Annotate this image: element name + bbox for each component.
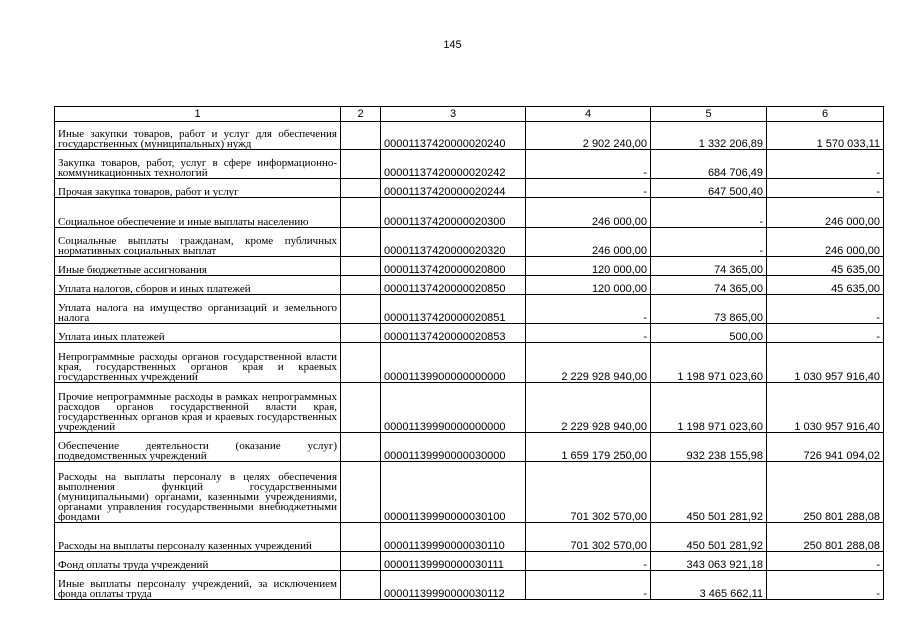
column-header: 3 [381,107,526,122]
column-2-cell [341,198,381,228]
amount-col4: 120 000,00 [526,276,651,295]
column-2-cell [341,433,381,462]
budget-code: 00001139900000000000 [381,343,526,383]
budget-table [54,106,884,600]
expense-name: Иные выплаты персоналу учреждений, за исключением фонда оплаты труда [55,571,341,600]
column-2-cell [341,228,381,257]
expense-name: Уплата налогов, сборов и иных платежей [55,276,341,295]
amount-col5: 343 063 921,18 [651,552,767,571]
budget-code: 00001137420000020244 [381,179,526,198]
amount-col4: 120 000,00 [526,257,651,276]
table-row [55,324,884,343]
table-row [55,276,884,295]
budget-code: 00001139990000000000 [381,383,526,433]
column-2-cell [341,383,381,433]
amount-col5: 647 500,40 [651,179,767,198]
amount-col6: - [767,179,884,198]
expense-name: Уплата иных платежей [55,324,341,343]
budget-code: 00001137420000020320 [381,228,526,257]
budget-code: 00001137420000020853 [381,324,526,343]
amount-col5: 74 365,00 [651,276,767,295]
column-2-cell [341,343,381,383]
amount-col5: 74 365,00 [651,257,767,276]
table-row [55,257,884,276]
header-row [55,107,884,122]
expense-name: Расходы на выплаты персоналу в целях обеспечения выполнения функций государственными (муниципальными) органами, казенными учреждениями, органами управления государственными внебюджетными фондами [55,462,341,523]
amount-col5: 1 332 206,89 [651,122,767,150]
budget-code: 00001137420000020242 [381,150,526,179]
column-2-cell [341,523,381,552]
expense-name: Расходы на выплаты персоналу казенных учреждений [55,523,341,552]
table-row [55,198,884,228]
amount-col5: 1 198 971 023,60 [651,343,767,383]
amount-col4: 701 302 570,00 [526,523,651,552]
table-row [55,383,884,433]
column-2-cell [341,571,381,600]
column-2-cell [341,552,381,571]
table-row [55,122,884,150]
amount-col5: 450 501 281,92 [651,523,767,552]
amount-col6: 1 030 957 916,40 [767,343,884,383]
column-header: 4 [526,107,651,122]
amount-col5: 450 501 281,92 [651,462,767,523]
amount-col4: 246 000,00 [526,198,651,228]
amount-col4: 246 000,00 [526,228,651,257]
budget-code: 00001139990000030111 [381,552,526,571]
amount-col5: 684 706,49 [651,150,767,179]
column-header: 6 [767,107,884,122]
column-header: 5 [651,107,767,122]
column-2-cell [341,150,381,179]
expense-name: Социальное обеспечение и иные выплаты населению [55,198,341,228]
amount-col4: - [526,552,651,571]
table-row [55,343,884,383]
amount-col6: 246 000,00 [767,198,884,228]
amount-col5: 1 198 971 023,60 [651,383,767,433]
column-2-cell [341,276,381,295]
expense-name: Фонд оплаты труда учреждений [55,552,341,571]
amount-col6: 45 635,00 [767,257,884,276]
budget-code: 00001137420000020851 [381,295,526,324]
expense-name: Уплата налога на имущество организаций и земельного налога [55,295,341,324]
expense-name: Прочая закупка товаров, работ и услуг [55,179,341,198]
table-row [55,552,884,571]
amount-col6: - [767,324,884,343]
expense-name: Непрограммные расходы органов государственной власти края, государственных органов края и краевых государственных учреждений [55,343,341,383]
amount-col4: 701 302 570,00 [526,462,651,523]
page-number: 145 [443,39,462,51]
amount-col5: 932 238 155,98 [651,433,767,462]
table-row [55,150,884,179]
column-2-cell [341,462,381,523]
amount-col4: - [526,324,651,343]
table-row [55,571,884,600]
amount-col6: - [767,150,884,179]
amount-col6: - [767,295,884,324]
budget-code: 00001139990000030100 [381,462,526,523]
expense-name: Обеспечение деятельности (оказание услуг) подведомственных учреждений [55,433,341,462]
amount-col4: 2 229 928 940,00 [526,383,651,433]
amount-col4: 1 659 179 250,00 [526,433,651,462]
amount-col6: 1 570 033,11 [767,122,884,150]
table-row [55,228,884,257]
amount-col6: 726 941 094,02 [767,433,884,462]
amount-col5: - [651,198,767,228]
budget-code: 00001137420000020850 [381,276,526,295]
amount-col6: 246 000,00 [767,228,884,257]
budget-code: 00001137420000020800 [381,257,526,276]
column-2-cell [341,257,381,276]
column-2-cell [341,179,381,198]
column-2-cell [341,324,381,343]
budget-code: 00001139990000030112 [381,571,526,600]
table-row [55,523,884,552]
table-row [55,179,884,198]
budget-code: 00001137420000020240 [381,122,526,150]
amount-col6: 250 801 288,08 [767,462,884,523]
amount-col4: 2 229 928 940,00 [526,343,651,383]
amount-col5: 3 465 662,11 [651,571,767,600]
column-header: 1 [55,107,341,122]
amount-col6: 45 635,00 [767,276,884,295]
budget-code: 00001137420000020300 [381,198,526,228]
expense-name: Иные закупки товаров, работ и услуг для обеспечения государственных (муниципальных) нужд [55,122,341,150]
budget-code: 00001139990000030000 [381,433,526,462]
column-2-cell [341,295,381,324]
amount-col4: - [526,295,651,324]
amount-col6: 1 030 957 916,40 [767,383,884,433]
amount-col4: - [526,150,651,179]
amount-col4: 2 902 240,00 [526,122,651,150]
expense-name: Закупка товаров, работ, услуг в сфере информационно-коммуникационных технологий [55,150,341,179]
amount-col6: - [767,552,884,571]
table-row [55,462,884,523]
budget-code: 00001139990000030110 [381,523,526,552]
expense-name: Прочие непрограммные расходы в рамках непрограммных расходов органов государственной власти края, государственных органов края и краевых государственных учреждений [55,383,341,433]
amount-col5: 73 865,00 [651,295,767,324]
amount-col5: - [651,228,767,257]
expense-name: Иные бюджетные ассигнования [55,257,341,276]
amount-col5: 500,00 [651,324,767,343]
column-header: 2 [341,107,381,122]
amount-col4: - [526,571,651,600]
amount-col6: 250 801 288,08 [767,523,884,552]
table-row [55,295,884,324]
amount-col4: - [526,179,651,198]
amount-col6: - [767,571,884,600]
column-2-cell [341,122,381,150]
expense-name: Социальные выплаты гражданам, кроме публичных нормативных социальных выплат [55,228,341,257]
table-row [55,433,884,462]
